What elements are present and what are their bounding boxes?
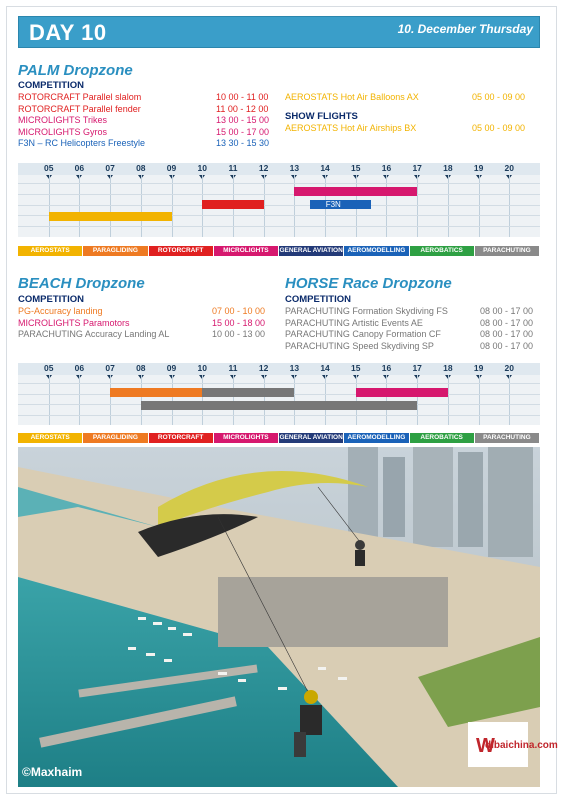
timeline-hour-label: 15 xyxy=(351,363,361,373)
timeline-gridline xyxy=(49,175,50,237)
legend-item: ROTORCRAFT xyxy=(149,246,213,256)
aerostats-bar xyxy=(49,212,172,221)
beach-competition-label: COMPETITION xyxy=(18,294,84,305)
timeline-hour-label: 13 xyxy=(289,363,300,373)
timeline-hour-header xyxy=(18,163,540,175)
legend-item: PARAGLIDING xyxy=(83,433,147,443)
timeline-hour-label: 19 xyxy=(473,163,484,173)
palm-show-name: AEROSTATS Hot Air Airships BX xyxy=(285,123,417,133)
palm-competition-label: COMPETITION xyxy=(18,80,84,91)
timeline-hour-label: 07 xyxy=(105,163,115,173)
legend-item: AEROMODELLING xyxy=(344,246,408,256)
palm-title: PALM Dropzone xyxy=(18,62,133,79)
watermark-text: dibaichina.com xyxy=(485,740,558,751)
horse-event-time: 08 00 - 17 00 xyxy=(480,329,534,339)
palm-event-time: 13 30 - 15 30 xyxy=(216,138,270,148)
palm-event-time: 13 00 - 15 00 xyxy=(216,115,270,125)
day-date: 10. December Thursday xyxy=(397,22,533,36)
timeline-gridline xyxy=(110,175,111,237)
timeline-hour-label: 16 xyxy=(381,163,392,173)
palm-timeline xyxy=(18,163,540,237)
timeline-lane-line xyxy=(18,383,540,384)
beach-event-time: 10 00 - 13 00 xyxy=(212,329,266,339)
legend-item: AEROBATICS xyxy=(410,433,474,443)
timeline-lane-line xyxy=(18,194,540,195)
timeline-hour-label: 12 xyxy=(258,163,269,173)
legend-item: PARAGLIDING xyxy=(83,246,147,256)
parachuting-horse-bar xyxy=(141,401,417,410)
horse-event-name: PARACHUTING Speed Skydiving SP xyxy=(285,340,434,351)
legend-item: AEROSTATS xyxy=(18,433,82,443)
timeline-hour-label: 07 xyxy=(105,363,115,373)
palm-event-time: 10 00 - 11 00 xyxy=(216,92,269,102)
palm-show-time: 05 00 - 09 00 xyxy=(472,123,526,133)
palm-event-name: MICROLIGHTS Gyros xyxy=(18,126,108,137)
horse-event-name: PARACHUTING Formation Skydiving FS xyxy=(285,306,448,316)
timeline-hour-label: 12 xyxy=(258,363,269,373)
timeline-hour-label: 10 xyxy=(197,163,207,173)
beach-event-name: PARACHUTING Accuracy Landing AL xyxy=(18,329,170,339)
legend-item: GENERAL AVIATION xyxy=(279,434,343,441)
timeline-gridline xyxy=(417,175,418,237)
day-title: DAY 10 xyxy=(29,20,107,45)
legend-item: PARACHUTING xyxy=(475,433,539,443)
timeline-hour-label: 13 xyxy=(289,163,300,173)
beach-title: BEACH Dropzone xyxy=(18,275,145,292)
palm-event-time: 11 00 - 12 00 xyxy=(216,103,269,114)
timeline-hour-label: 14 xyxy=(320,363,330,373)
timeline-gridline xyxy=(448,175,449,237)
legend-item: GENERAL AVIATION xyxy=(279,247,343,254)
timeline-hour-label: 09 xyxy=(166,163,177,173)
horse-title: HORSE Race Dropzone xyxy=(285,275,452,292)
timeline-lane-line xyxy=(18,183,540,184)
horse-event-time: 08 00 - 17 00 xyxy=(480,306,534,316)
f3n-bar xyxy=(310,200,371,209)
microlights-trikes-bar xyxy=(294,187,355,196)
beach-horse-timeline xyxy=(18,363,540,425)
timeline-hour-label: 20 xyxy=(504,163,515,173)
timeline-hour-label: 06 xyxy=(74,363,85,373)
palm-event-time: 15 00 - 17 00 xyxy=(216,126,270,137)
photo-credit: ©Maxhaim xyxy=(22,765,83,779)
horse-event-time: 08 00 - 17 00 xyxy=(480,317,534,328)
timeline-gridline xyxy=(264,175,265,237)
f3n-bar-label: F3N xyxy=(325,200,341,209)
beach-event-time: 15 00 - 18 00 xyxy=(212,317,266,328)
microlights-paramotors-bar xyxy=(356,388,448,397)
palm-aerostats-time: 05 00 - 09 00 xyxy=(472,92,526,102)
rotorcraft-slalom-bar xyxy=(202,200,233,209)
palm-aerostats-name: AEROSTATS Hot Air Balloons AX xyxy=(285,92,419,102)
legend-beach xyxy=(18,433,540,443)
timeline-hour-label: 10 xyxy=(197,363,207,373)
legend-item: MICROLIGHTS xyxy=(214,433,278,443)
timeline-hour-label: 18 xyxy=(443,163,453,173)
timeline-gridline xyxy=(509,175,510,237)
timeline-gridline xyxy=(172,175,173,237)
timeline-hour-label: 08 xyxy=(136,363,146,373)
beach-event-name: MICROLIGHTS Paramotors xyxy=(18,317,130,328)
horse-event-time: 08 00 - 17 00 xyxy=(480,340,534,351)
palm-event-name: ROTORCRAFT Parallel fender xyxy=(18,103,141,114)
timeline-hour-label: 11 xyxy=(228,163,238,173)
pg-accuracy-bar xyxy=(110,388,202,397)
timeline-hour-label: 05 xyxy=(43,363,54,373)
timeline-hour-label: 09 xyxy=(166,363,177,373)
horse-competition-label: COMPETITION xyxy=(285,294,351,305)
timeline-hour-label: 18 xyxy=(443,363,453,373)
timeline-hour-header xyxy=(18,363,540,375)
timeline-hour-label: 05 xyxy=(43,163,54,173)
legend-item: PARACHUTING xyxy=(475,246,539,256)
legend-item: ROTORCRAFT xyxy=(149,433,213,443)
day-header xyxy=(18,16,540,48)
timeline-gridline xyxy=(294,175,295,237)
timeline-gridline xyxy=(386,175,387,237)
paragliding-photo xyxy=(18,447,540,787)
timeline-hour-label: 16 xyxy=(381,363,392,373)
beach-event-time: 07 00 - 10 00 xyxy=(212,306,266,316)
timeline-lane-line xyxy=(18,205,540,206)
timeline-hour-label: 06 xyxy=(74,163,85,173)
palm-show-label: SHOW FLIGHTS xyxy=(285,111,358,122)
timeline-hour-label: 08 xyxy=(136,163,146,173)
parachuting-al-bar xyxy=(202,388,294,397)
svg-text:W: W xyxy=(476,735,495,757)
palm-event-name: ROTORCRAFT Parallel slalom xyxy=(18,92,142,102)
horse-event-name: PARACHUTING Canopy Formation CF xyxy=(285,329,441,339)
legend-item: MICROLIGHTS xyxy=(214,246,278,256)
legend-item: AEROBATICS xyxy=(410,246,474,256)
timeline-hour-label: 19 xyxy=(473,363,484,373)
horse-event-name: PARACHUTING Artistic Events AE xyxy=(285,317,423,328)
timeline-hour-label: 20 xyxy=(504,363,515,373)
timeline-hour-label: 11 xyxy=(228,363,238,373)
legend-palm xyxy=(18,246,540,256)
rotorcraft-fender-bar xyxy=(233,200,264,209)
palm-event-name: MICROLIGHTS Trikes xyxy=(18,115,108,125)
timeline-gridline xyxy=(141,175,142,237)
timeline-hour-label: 17 xyxy=(412,363,422,373)
legend-item: AEROMODELLING xyxy=(344,433,408,443)
timeline-gridline xyxy=(479,175,480,237)
legend-item: AEROSTATS xyxy=(18,246,82,256)
timeline-lane-line xyxy=(18,226,540,227)
palm-event-name: F3N – RC Helicopters Freestyle xyxy=(18,138,146,148)
beach-event-name: PG-Accuracy landing xyxy=(18,306,103,316)
timeline-hour-label: 14 xyxy=(320,163,330,173)
timeline-hour-label: 15 xyxy=(351,163,361,173)
timeline-gridline xyxy=(79,175,80,237)
microlights-gyros-bar xyxy=(356,187,417,196)
timeline-hour-label: 17 xyxy=(412,163,422,173)
timeline-lane-line xyxy=(18,415,540,416)
